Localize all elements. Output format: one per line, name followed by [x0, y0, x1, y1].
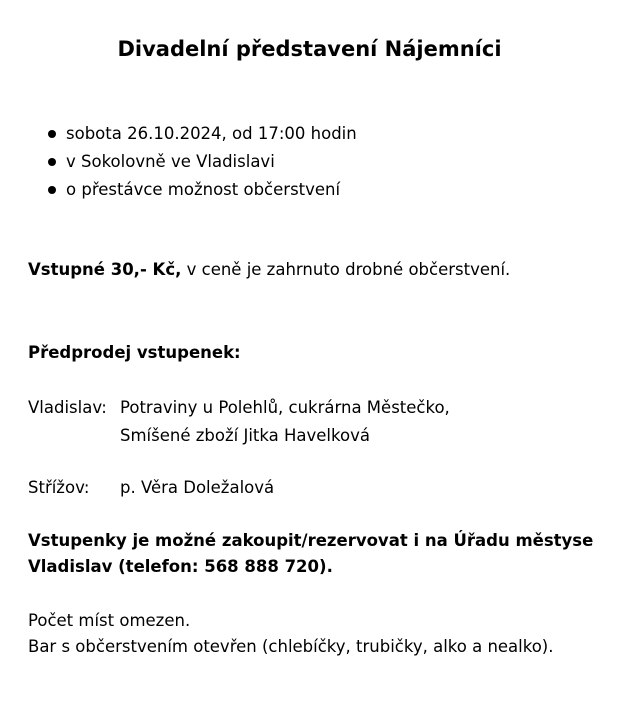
admission-price: Vstupné 30,- Kč, — [28, 260, 182, 279]
event-refreshments: o přestávce možnost občerstvení — [66, 180, 341, 199]
presale-heading: Předprodej vstupenek: — [28, 343, 241, 362]
admission-note: v ceně je zahrnuto drobné občerstvení. — [181, 260, 511, 279]
bullet-icon — [48, 186, 56, 194]
list-item — [48, 148, 357, 176]
bullet-icon — [48, 158, 56, 166]
event-venue: v Sokolovně ve Vladislavi — [66, 152, 275, 171]
reservation-line-2: Vladislav (telefon: 568 888 720). — [28, 557, 333, 576]
presale-strizov-line-1: p. Věra Doležalová — [120, 478, 275, 497]
note-capacity: Počet míst omezen. — [28, 611, 191, 630]
list-item — [48, 176, 357, 204]
presale-place-strizov: Střížov: — [28, 478, 90, 497]
event-date: sobota 26.10.2024, od 17:00 hodin — [66, 124, 357, 143]
presale-vladislav-line-1: Potraviny u Polehlů, cukrárna Městečko, — [120, 398, 450, 417]
bullet-icon — [48, 130, 56, 138]
presale-place-vladislav: Vladislav: — [28, 398, 107, 417]
presale-vladislav-line-2: Smíšené zboží Jitka Havelková — [120, 426, 370, 445]
admission-line — [28, 258, 510, 282]
list-item — [48, 120, 357, 148]
reservation-line-1: Vstupenky je možné zakoupit/rezervovat i na Úřadu městyse — [28, 531, 594, 550]
page-title: Divadelní představení Nájemníci — [117, 37, 502, 61]
event-details-list — [48, 120, 357, 204]
note-bar: Bar s občerstvením otevřen (chlebíčky, trubičky, alko a nealko). — [28, 637, 554, 656]
